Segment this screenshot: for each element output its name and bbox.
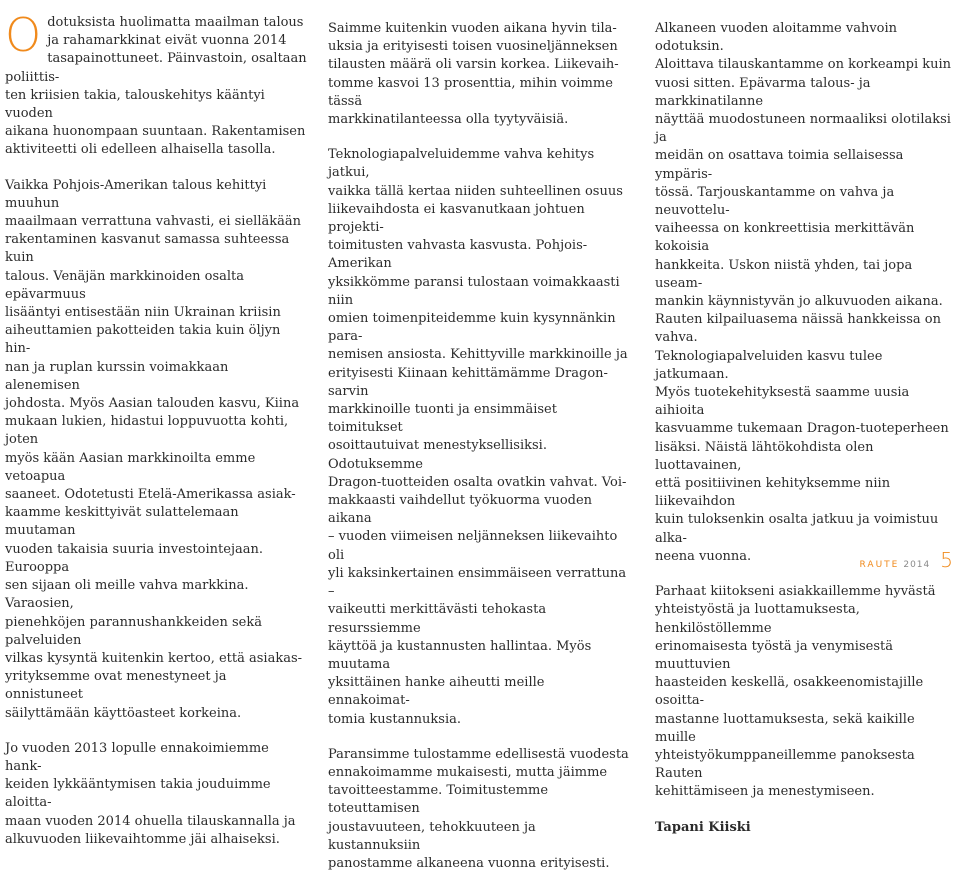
paragraph-outlook: Alkaneen vuoden aloitamme vahvoin odotuksin. Aloittava tilauskantamme on korkeampi kuin vuosi sitten. Epävarma talous- ja markkinatilanne näyttää muodostuneen normaaliksi olotilaksi ja meidän on osattava toimia sellaisessa ympäris- tössä. Tarjouskantamme on vahva ja neuvottelu- vaiheessa on konkreettisia merkittävän kokoisia hankkeita. Uskon niistä yhden, tai jopa useam- mankin käynnistyvän jo alkuvuoden aikana. Rauten kilpailuasema näissä hankkeissa on vahva. Teknologiapalveluiden kasvu tulee jatkumaan. Myös tuotekehityksestä saamme uusia aihioita kasvuamme tukemaan Dragon-tuoteperheen lisäksi. Näistä lähtökohdista olen luottavainen, että positiivinen kehityksemme niin liikevaihdon kuin tuloksenkin osalta jatkuu ja voimistuu alka- neena vuonna. [655, 21, 952, 564]
text-column-3 [655, 20, 955, 854]
intro-paragraph [5, 8, 307, 160]
page-number: 5 [940, 548, 953, 572]
paragraph-thanks: Parhaat kiitokseni asiakkaillemme hyvästä yhteistyöstä ja luottamuksesta, henkilöstöllemme erinomaisesta työstä ja venymisestä muuttuvien haasteiden keskellä, osakkeenomistajille osoitta- mastanne luottamuksesta, sekä kaikille muille yhteistyökumppaneillemme panoksesta Rauten kehittämiseen ja menestymiseen. [655, 584, 936, 800]
signature: Tapani Kiiski [655, 819, 751, 835]
paragraph-order-backlog: Jo vuoden 2013 lopulle ennakoimiemme hank- keiden lykkääntymisen takia jouduimme aloitta- maan vuoden 2014 ohuella tilauskannalla ja alkuvuoden liikevaihtomme jäi alhaiseksi. [5, 740, 296, 847]
text-column-1 [5, 8, 307, 866]
paragraph-result: Paransimme tulostamme edellisestä vuodesta ennakoimamme mukaisesti, mutta jäimme tavoitteestamme. Toimitustemme toteuttamisen joustavuuteen, tehokkuuteen ja kustannuksiin panostamme alkaneena vuonna erityisesti. [328, 746, 629, 871]
intro-text: dotuksista huolimatta maailman talous ja rahamarkkinat eivät vuonna 2014 tasapainottuneet. Päinvastoin, osaltaan poliittis- ten kriisien takia, talouskehitys kääntyi vuoden aikana huonompaan suuntaan. Rakentamisen aktiviteetti oli edelleen alhaisella tasolla. [5, 15, 307, 158]
page-footer [860, 548, 953, 572]
text-column-2 [328, 20, 630, 890]
paragraph-markets: Vaikka Pohjois-Amerikan talous kehittyi muuhun maailmaan verrattuna vahvasti, ei sielläkään rakentaminen kasvanut samassa suhteessa kuin talous. Venäjän markkinoiden osalta epävarmuus lisääntyi entisestään niin Ukrainan kriisin aiheuttamien pakotteiden takia kuin öljyn hin- nan ja ruplan kurssin voimakkaan alenemisen johdosta. Myös Aasian talouden kasvu, Kiina mukaan lukien, hidastui loppuvuotta kohti, joten myös kään Aasian markkinoilta emme vetoapua saaneet. Odotetusti Etelä-Amerikassa asiak- kaamme keskittyivät sulattelemaan muutaman vuoden takaisia suuria investointejaan. Eurooppa sen sijaan oli meille vahva markkina. Varaosien, pienehköjen parannushankkeiden sekä palveluiden vilkas kysyntä kuitenkin kertoo, että asiakas- yrityksemme ovat menestyneet ja onnistuneet säilyttämään käyttöasteet korkeina. [5, 177, 303, 721]
drop-cap: O [5, 8, 42, 62]
footer-brand: RAUTE [859, 560, 900, 570]
footer-year: 2014 [903, 560, 931, 570]
footer-label [860, 560, 931, 570]
paragraph-orders: Saimme kuitenkin vuoden aikana hyvin tila- uksia ja erityisesti toisen vuosineljänneksen tilausten määrä oli varsin korkea. Liikevaih- tomme kasvoi 13 prosenttia, mihin voimme tässä markkinatilanteessa olla tyytyväisiä. [328, 21, 619, 128]
paragraph-technology-services: Teknologiapalveluidemme vahva kehitys jatkui, vaikka tällä kertaa niiden suhteellinen osuus liikevaihdosta ei kasvanutkaan johtuen projekti- toimitusten vahvasta kasvusta. Pohjois-Amerikan yksikkömme paransi tulostaan voimakkaasti niin omien toimenpiteidemme kuin kysynnänkin para- nemisen ansiosta. Kehittyville markkinoille ja erityisesti Kiinaan kehittämämme Dragon-sarvin markkinoille tuonti ja ensimmäiset toimitukset osoittautuivat menestyksellisiksi. Odotuksemme Dragon-tuotteiden osalta ovatkin vahvat. Voi- makkaasti vaihdellut työkuorma vuoden aikana – vuoden viimeisen neljänneksen liikevaihto oli yli kaksinkertainen ensimmäiseen verrattuna – vaikeutti merkittävästi tehokasta resurssiemme käyttöä ja kustannusten hallintaa. Myös muutama yksittäinen hanke aiheutti meille ennakoimat- tomia kustannuksia. [328, 147, 628, 727]
